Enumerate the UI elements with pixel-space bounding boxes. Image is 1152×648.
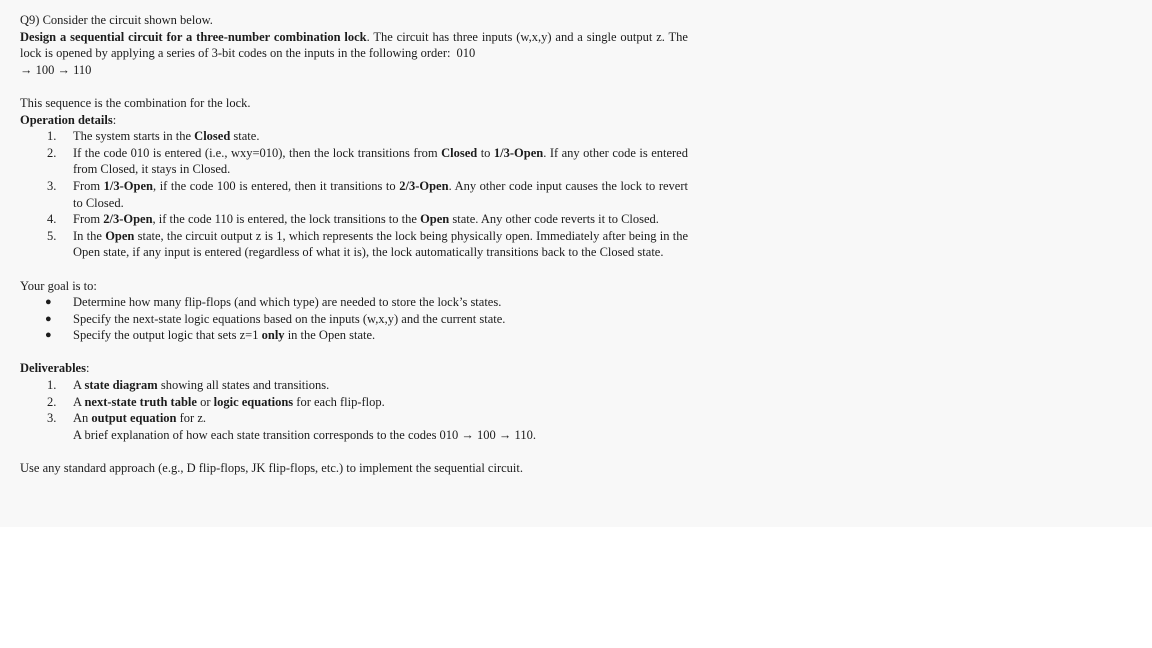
deliverables-heading: Deliverables	[20, 361, 86, 376]
intro-first-code: 010	[456, 46, 476, 61]
spacer	[20, 261, 688, 278]
operation-list	[20, 128, 688, 261]
item-text: . Any other code input causes the lock to revert to Closed.	[73, 178, 688, 210]
list-item	[20, 394, 688, 411]
item-text: A	[73, 394, 85, 409]
bullet-icon: ●	[45, 296, 52, 309]
item-bold: 1/3-Open	[103, 178, 153, 193]
list-item	[20, 228, 688, 261]
item-bold: output equation	[91, 411, 177, 426]
spacer	[20, 78, 688, 95]
item-text: , if the code 100 is entered, then it transitions to	[152, 178, 400, 193]
bullet-icon: ●	[45, 312, 52, 325]
deliverables-heading-colon: :	[85, 361, 90, 376]
item-text: for z.	[176, 411, 207, 426]
list-marker: 3.	[47, 411, 57, 426]
item-bold: only	[261, 328, 285, 343]
item-text: state, the circuit output z is 1, which represents the lock being physically open. Immediately after being in the Open state, if any input is entered (regardless of what it is), the lock automatically transitions back to the Closed state.	[73, 228, 688, 260]
item-text: for each flip-flop.	[293, 394, 385, 409]
item-bold: 2/3-Open	[399, 178, 449, 193]
item-text: Specify the next-state logic equations based on the inputs (w,x,y) and the current state.	[73, 311, 506, 326]
sequence-note: This sequence is the combination for the lock.	[20, 95, 251, 110]
list-item	[20, 311, 688, 328]
deliverables-heading-line	[20, 360, 688, 377]
list-marker: 5.	[47, 228, 57, 243]
list-item	[20, 178, 688, 211]
item-text: state. Any other code reverts it to Closed.	[449, 212, 659, 227]
item-text: . If any other code is entered from Closed, it stays in Closed.	[73, 145, 688, 177]
item-text: In the	[73, 228, 106, 243]
goal-heading: Your goal is to:	[20, 278, 97, 293]
list-marker: 2.	[47, 145, 57, 160]
list-item	[20, 145, 688, 178]
list-marker: 2.	[47, 394, 57, 409]
operation-heading-line	[20, 112, 688, 129]
list-item	[20, 211, 688, 228]
item-bold: Closed	[441, 145, 478, 160]
list-marker: 3.	[47, 178, 57, 193]
bullet-icon: ●	[45, 329, 52, 342]
list-item	[20, 377, 688, 394]
item-bold: Closed	[194, 129, 231, 144]
operation-heading-colon: :	[112, 112, 117, 127]
list-marker: 1.	[47, 129, 57, 144]
item-bold: state diagram	[84, 378, 158, 393]
item-bold: Open	[105, 228, 135, 243]
item-text: If the code 010 is entered (i.e., wxy=010), then the lock transitions from	[73, 145, 442, 160]
item-bold: 2/3-Open	[103, 212, 153, 227]
item-bold: Open	[420, 212, 450, 227]
item-text: From	[73, 212, 104, 227]
item-text: A	[73, 378, 85, 393]
item-text: state.	[230, 129, 260, 144]
goal-list	[20, 294, 688, 344]
question-title-line	[20, 12, 688, 29]
list-marker: 4.	[47, 212, 57, 227]
list-item	[20, 327, 688, 344]
deliverables-explanation: A brief explanation of how each state transition corresponds to the codes 010 → 100 → 110.	[73, 427, 536, 442]
list-marker: 1.	[47, 378, 57, 393]
intro-code-sequence: → 100 → 110	[20, 62, 92, 77]
intro-bold-lead: Design a sequential circuit for a three-number combination lock	[20, 29, 367, 44]
list-item	[20, 294, 688, 311]
item-text: to	[477, 145, 494, 160]
list-item	[20, 410, 688, 427]
item-bold: logic equations	[213, 394, 294, 409]
item-text: , if the code 110 is entered, the lock transitions to the	[152, 212, 421, 227]
deliverables-list	[20, 377, 688, 427]
item-text: Specify the output logic that sets z=1	[73, 328, 262, 343]
question-title: Consider the circuit shown below.	[42, 13, 213, 27]
item-text: or	[196, 394, 214, 409]
operation-heading: Operation details	[20, 112, 113, 127]
list-item	[20, 128, 688, 145]
item-bold: next-state truth table	[84, 394, 197, 409]
item-text: The system starts in the	[73, 129, 195, 144]
intro-text: . The circuit has three inputs (w,x,y) and a single output z. The lock is opened by applying a series of 3-bit codes on the inputs in the following order:	[20, 29, 688, 61]
item-text: From	[73, 178, 104, 193]
item-text: in the Open state.	[284, 328, 376, 343]
intro-paragraph	[20, 29, 688, 79]
question-number: Q9)	[20, 13, 43, 27]
spacer	[20, 344, 688, 361]
question-content	[20, 12, 688, 477]
item-text: Determine how many flip-flops (and which type) are needed to store the lock’s states.	[73, 295, 502, 310]
item-bold: 1/3-Open	[493, 145, 544, 160]
item-text: showing all states and transitions.	[157, 378, 330, 393]
closing-note: Use any standard approach (e.g., D flip-flops, JK flip-flops, etc.) to implement the sequential circuit.	[20, 461, 523, 476]
spacer	[20, 443, 688, 460]
item-text: An	[73, 411, 92, 426]
